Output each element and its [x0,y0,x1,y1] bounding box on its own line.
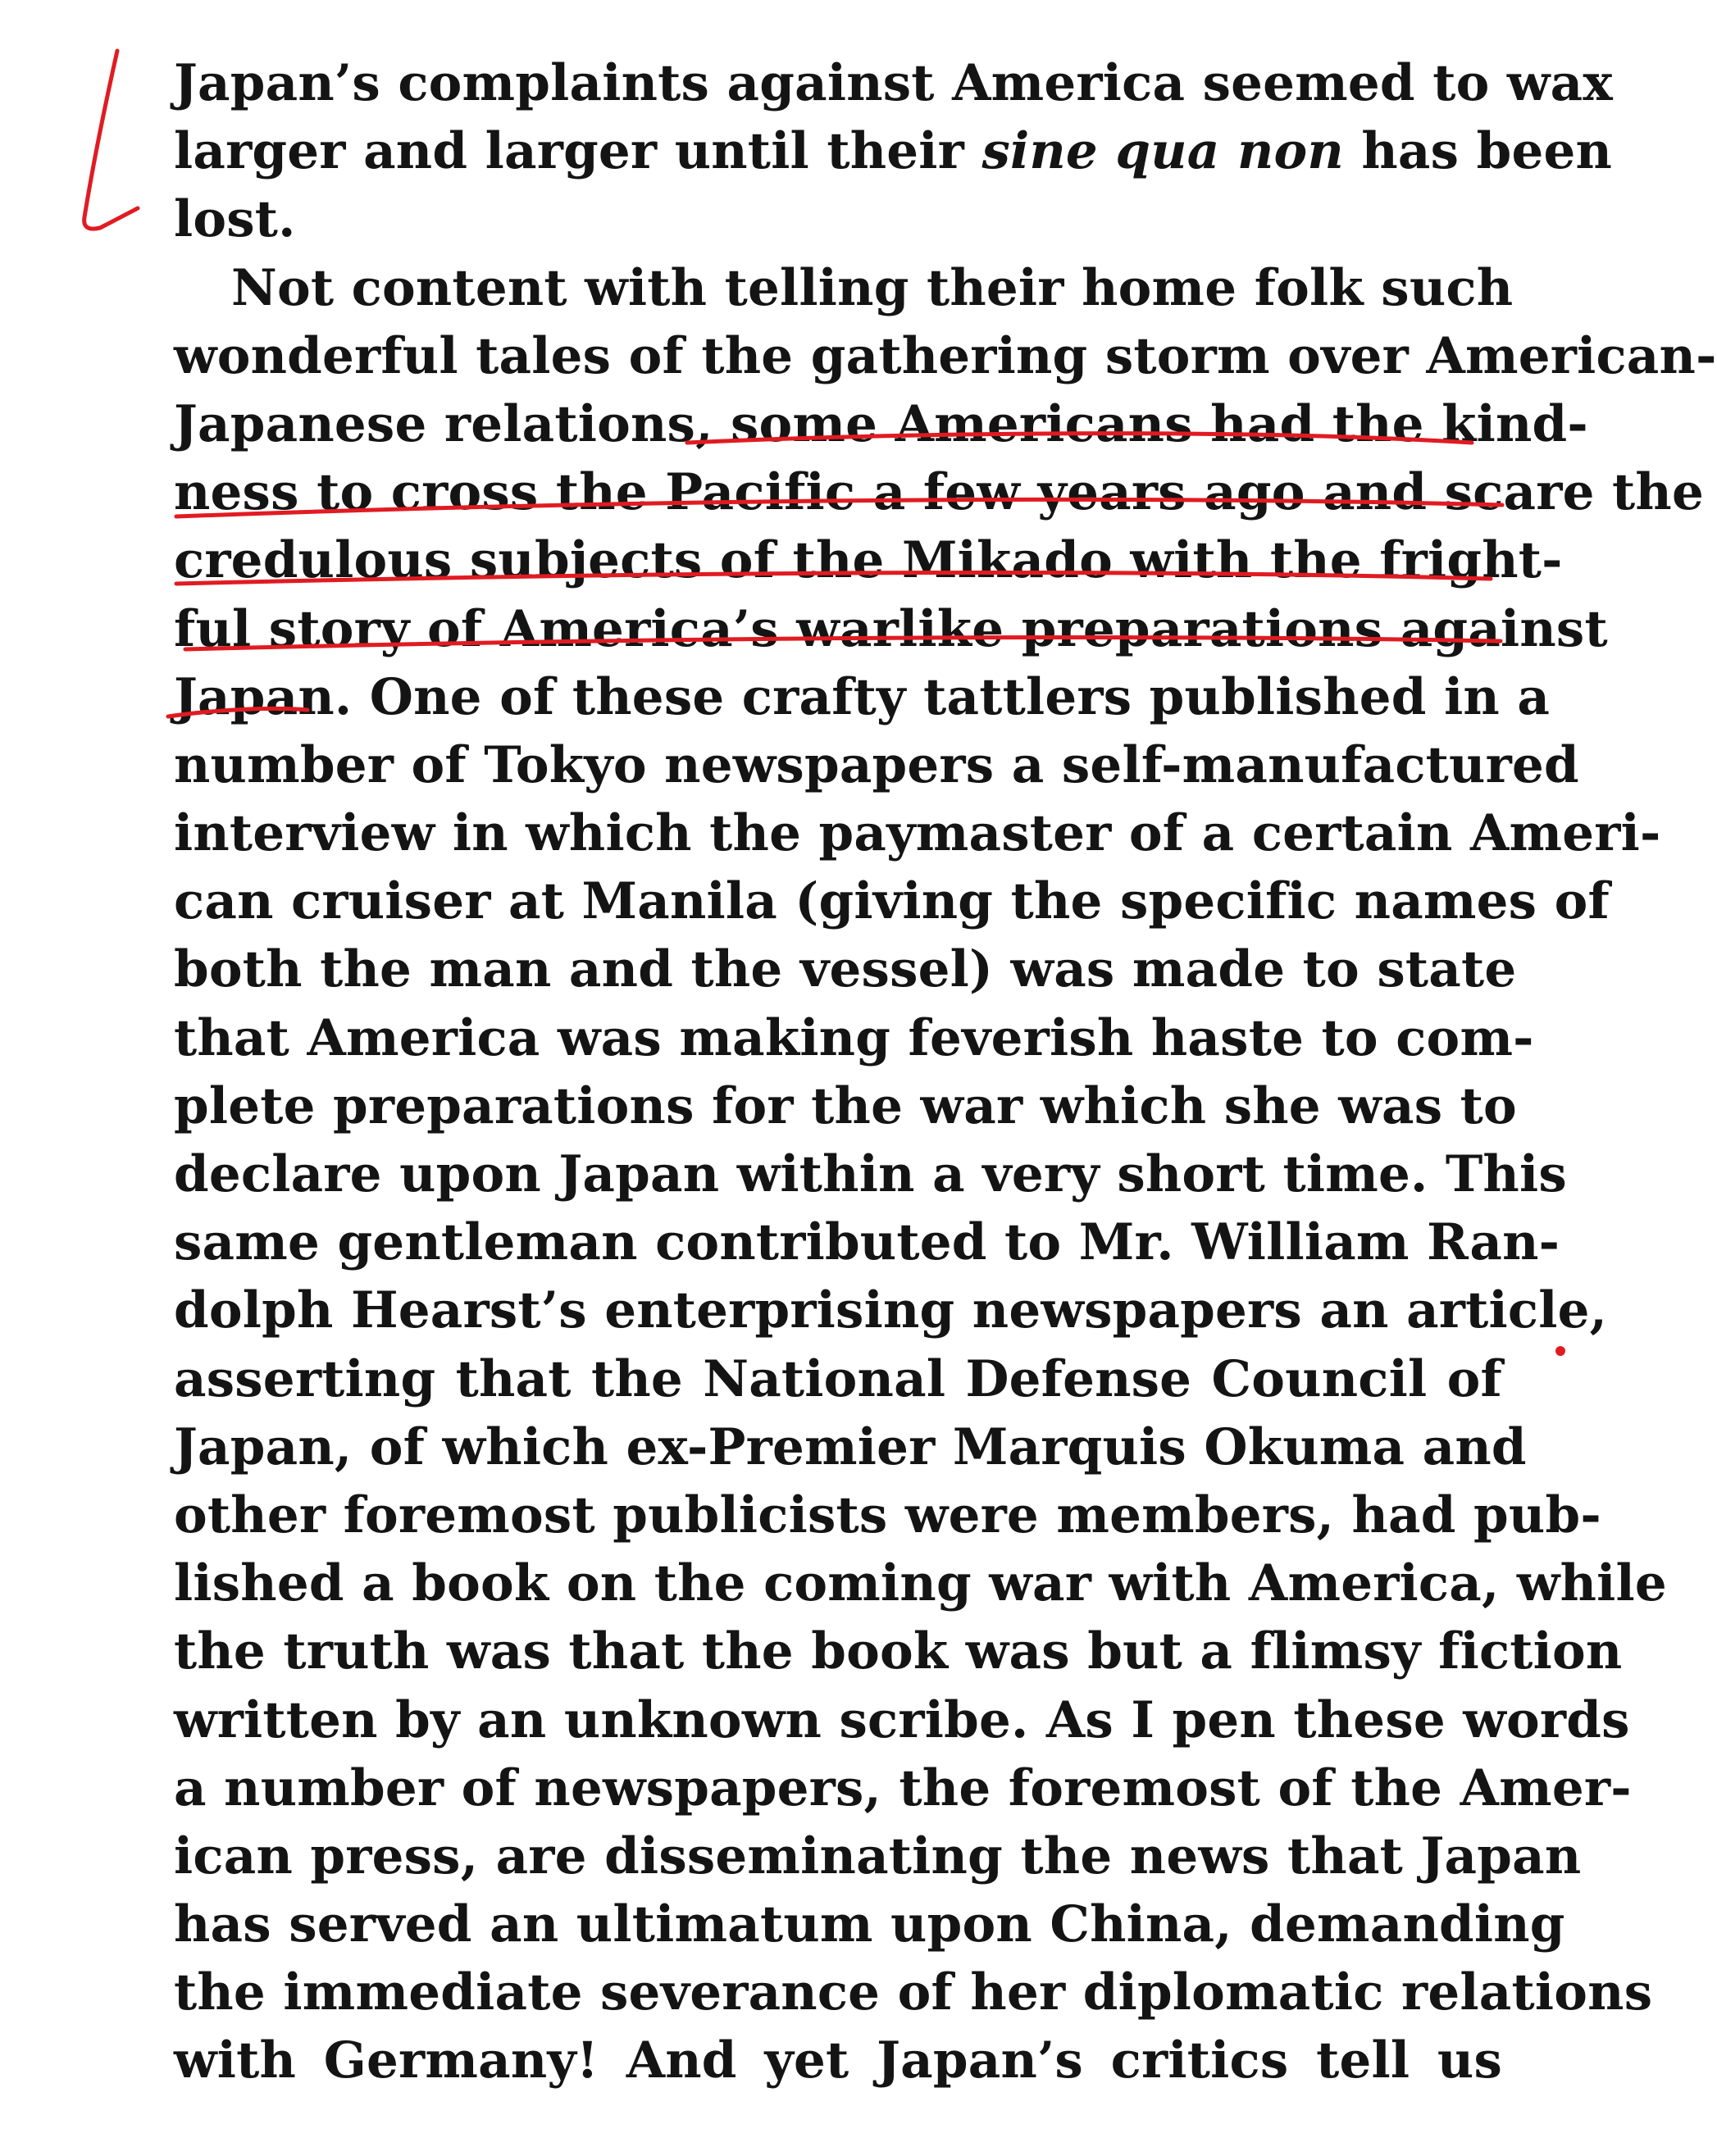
text-line: interview in which the paymaster of a certain Ameri- [174,804,1661,863]
text-line: written by an unknown scribe. As I pen these words [174,1690,1630,1749]
text-line: the truth was that the book was but a flimsy fiction [174,1622,1623,1681]
text-line: the immediate severance of her diplomatic relations [174,1963,1653,2022]
text-line: that America was making feverish haste to com- [174,1008,1534,1067]
body-text [174,49,1717,2095]
text-line: a number of newspapers, the foremost of the Amer- [174,1758,1632,1817]
text-line: has served an ultimatum upon China, demanding [174,1895,1565,1954]
text-line: Japanese relations, some Americans had the kind- [174,394,1588,453]
text-line: with Germany! And yet Japan’s critics tell us [174,2031,1502,2090]
text-line: Japan, of which ex-Premier Marquis Okuma and [174,1417,1527,1476]
text-line: lished a book on the coming war with America, while [174,1554,1667,1613]
italic-latin-phrase: sine qua non [981,122,1344,181]
text-line: ful story of America’s warlike preparations against [174,599,1608,658]
text-line: dolph Hearst’s enterprising newspapers an article, [174,1281,1608,1340]
text-line: same gentleman contributed to Mr. William Ran- [174,1213,1560,1272]
text-line: ican press, are disseminating the news that Japan [174,1826,1582,1885]
text-line: ness to cross the Pacific a few years ago and scare the [174,463,1704,522]
text-line: plete preparations for the war which she was to [174,1076,1517,1135]
text-line: can cruiser at Manila (giving the specific names of [174,872,1610,931]
text-line: Japan. One of these crafty tattlers published in a [174,667,1551,726]
paragraph-first-line: Not content with telling their home folk such [231,258,1514,317]
text-line: larger and larger until their sine qua non has been [174,122,1613,181]
margin-bracket-mark [84,51,138,229]
text-line: both the man and the vessel) was made to state [174,940,1517,999]
text-line: lost. [174,190,296,249]
text-line: declare upon Japan within a very short time. This [174,1145,1567,1203]
text-line: asserting that the National Defense Council of [174,1349,1502,1408]
text-line: Japan’s complaints against America seemed to wax [174,54,1613,112]
margin-dot-mark [1555,1346,1565,1356]
text-line: number of Tokyo newspapers a self-manufactured [174,735,1579,794]
text-line: credulous subjects of the Mikado with the fright- [174,531,1563,590]
text-line: wonderful tales of the gathering storm over American- [174,326,1717,385]
text-line: other foremost publicists were members, had pub- [174,1485,1601,1544]
